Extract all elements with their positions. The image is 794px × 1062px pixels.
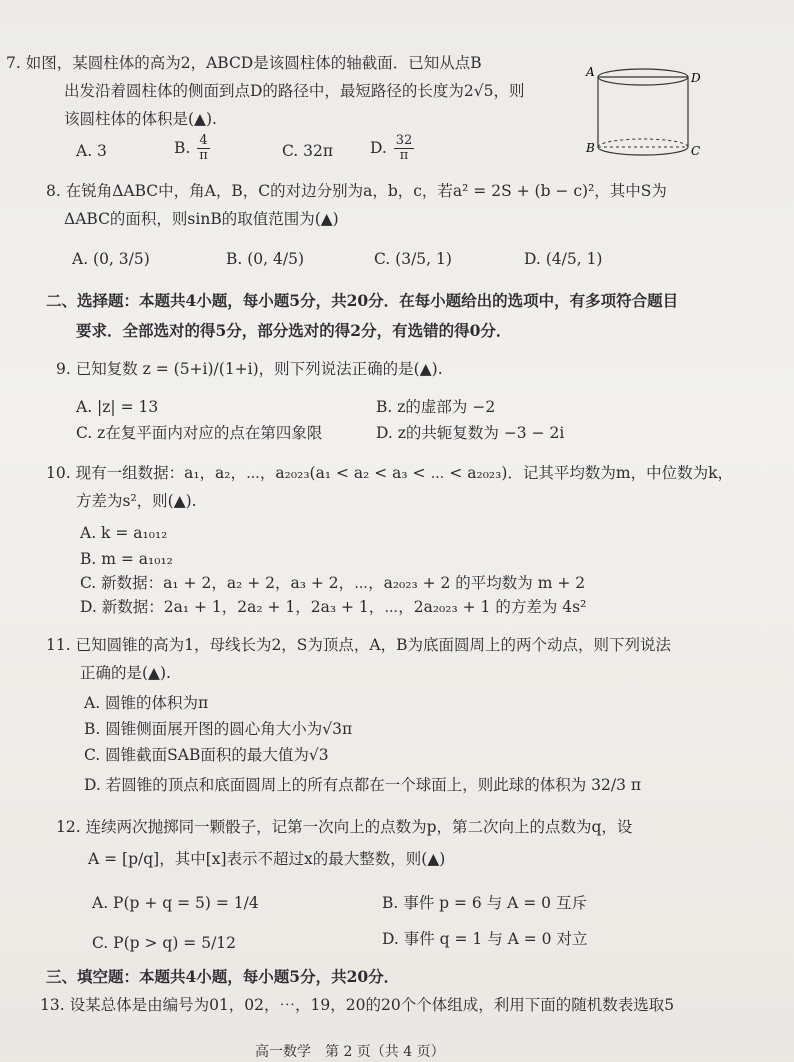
page-footer: 高一数学 第 2 页（共 4 页） <box>255 1044 445 1060</box>
q11-option-c: C. 圆锥截面SAB面积的最大值为√3 <box>84 746 329 764</box>
figure-label-c: C <box>691 144 701 158</box>
q8-line1: 8. 在锐角ΔABC中，角A，B，C的对边分别为a，b，c，若a² = 2S + (b − c)²，其中S为 <box>46 182 667 200</box>
q9-option-d: D. z的共轭复数为 −3 − 2i <box>376 424 565 442</box>
section3-heading: 三、填空题：本题共4小题，每小题5分，共20分． <box>46 967 400 986</box>
section2-heading-line2: 要求．全部选对的得5分，部分选对的得2分，有选错的得0分． <box>76 321 512 340</box>
q7-option-d-fraction <box>394 134 415 164</box>
q12-line2: A = [p/q]，其中[x]表示不超过x的最大整数，则(▲) <box>88 850 446 868</box>
q11-line1: 11. 已知圆锥的高为1，母线长为2，S为顶点，A，B为底面圆周上的两个动点，则下列说法 <box>46 636 672 654</box>
q8-option-c: C. (3/5, 1) <box>374 250 452 268</box>
q7-option-b <box>174 134 212 164</box>
q12-line1: 12. 连续两次抛掷同一颗骰子，记第一次向上的点数为p，第二次向上的点数为q，设 <box>56 818 633 836</box>
q8-option-d: D. (4/5, 1) <box>524 250 603 268</box>
q8-option-a: A. (0, 3/5) <box>72 250 150 268</box>
q9-option-a: A. |z| = 13 <box>76 398 159 416</box>
q13-line1: 13. 设某总体是由编号为01，02，⋯，19，20的20个个体组成，利用下面的随机数表选取5 <box>40 996 675 1014</box>
q9-option-b: B. z的虚部为 −2 <box>376 398 496 416</box>
figure-label-d: D <box>691 71 701 85</box>
q9-stem: 9. 已知复数 z = (5+i)/(1+i)，则下列说法正确的是(▲). <box>56 360 443 378</box>
q7-option-a: A. 3 <box>76 142 107 160</box>
q7-option-b-den: π <box>199 148 208 164</box>
q12-option-c: C. P(p > q) = 5/12 <box>92 934 237 952</box>
q12-option-b: B. 事件 p = 6 与 A = 0 互斥 <box>382 894 587 912</box>
q10-option-d: D. 新数据：2a₁ + 1，2a₂ + 1，2a₃ + 1，⋯，2a₂₀₂₃ + 1 的方差为 4s² <box>80 598 587 616</box>
q12-option-a: A. P(p + q = 5) = 1/4 <box>92 894 259 912</box>
q12-option-d: D. 事件 q = 1 与 A = 0 对立 <box>382 930 588 948</box>
q8-option-b: B. (0, 4/5) <box>226 250 304 268</box>
q11-line2: 正确的是(▲). <box>80 664 171 682</box>
q7-option-d-prefix: D. <box>370 138 387 157</box>
q7-option-c: C. 32π <box>282 142 334 160</box>
q10-option-b: B. m = a₁₀₁₂ <box>80 550 173 568</box>
q11-option-b: B. 圆锥侧面展开图的圆心角大小为√3π <box>84 720 353 738</box>
figure-label-b: B <box>586 141 595 155</box>
q7-option-d-num: 32 <box>395 133 413 148</box>
q11-option-a: A. 圆锥的体积为π <box>84 694 209 712</box>
q10-line1: 10. 现有一组数据：a₁，a₂，⋯，a₂₀₂₃(a₁ < a₂ < a₃ < ⋯ < a₂₀₂₃)．记其平均数为m，中位数为k， <box>46 464 733 482</box>
q9-option-c: C. z在复平面内对应的点在第四象限 <box>76 424 323 442</box>
q7-option-d <box>370 134 416 164</box>
q7-line2: 出发沿着圆柱体的侧面到点D的路径中，最短路径的长度为2√5，则 <box>64 82 525 100</box>
q8-line2: ΔABC的面积，则sinB的取值范围为(▲) <box>64 210 339 228</box>
q11-option-d: D. 若圆锥的顶点和底面圆周上的所有点都在一个球面上，则此球的体积为 32/3 π <box>84 776 642 794</box>
q7-option-b-num: 4 <box>197 134 210 149</box>
q7-option-b-fraction <box>197 134 210 164</box>
figure-label-a: A <box>586 65 595 79</box>
q7-line1: 7. 如图，某圆柱体的高为2，ABCD是该圆柱体的轴截面．已知从点B <box>6 54 482 72</box>
section2-heading-line1: 二、选择题：本题共4小题，每小题5分，共20分．在每小题给出的选项中，有多项符合题目 <box>46 291 679 310</box>
q10-option-c: C. 新数据：a₁ + 2，a₂ + 2，a₃ + 2，⋯，a₂₀₂₃ + 2 的平均数为 m + 2 <box>80 574 586 592</box>
q7-option-d-den: π <box>399 148 409 164</box>
q7-line3: 该圆柱体的体积是(▲). <box>64 110 217 128</box>
q7-option-b-prefix: B. <box>174 138 191 157</box>
cylinder-figure <box>585 60 705 160</box>
q10-line2: 方差为s²，则(▲). <box>76 492 197 510</box>
q10-option-a: A. k = a₁₀₁₂ <box>80 524 168 542</box>
